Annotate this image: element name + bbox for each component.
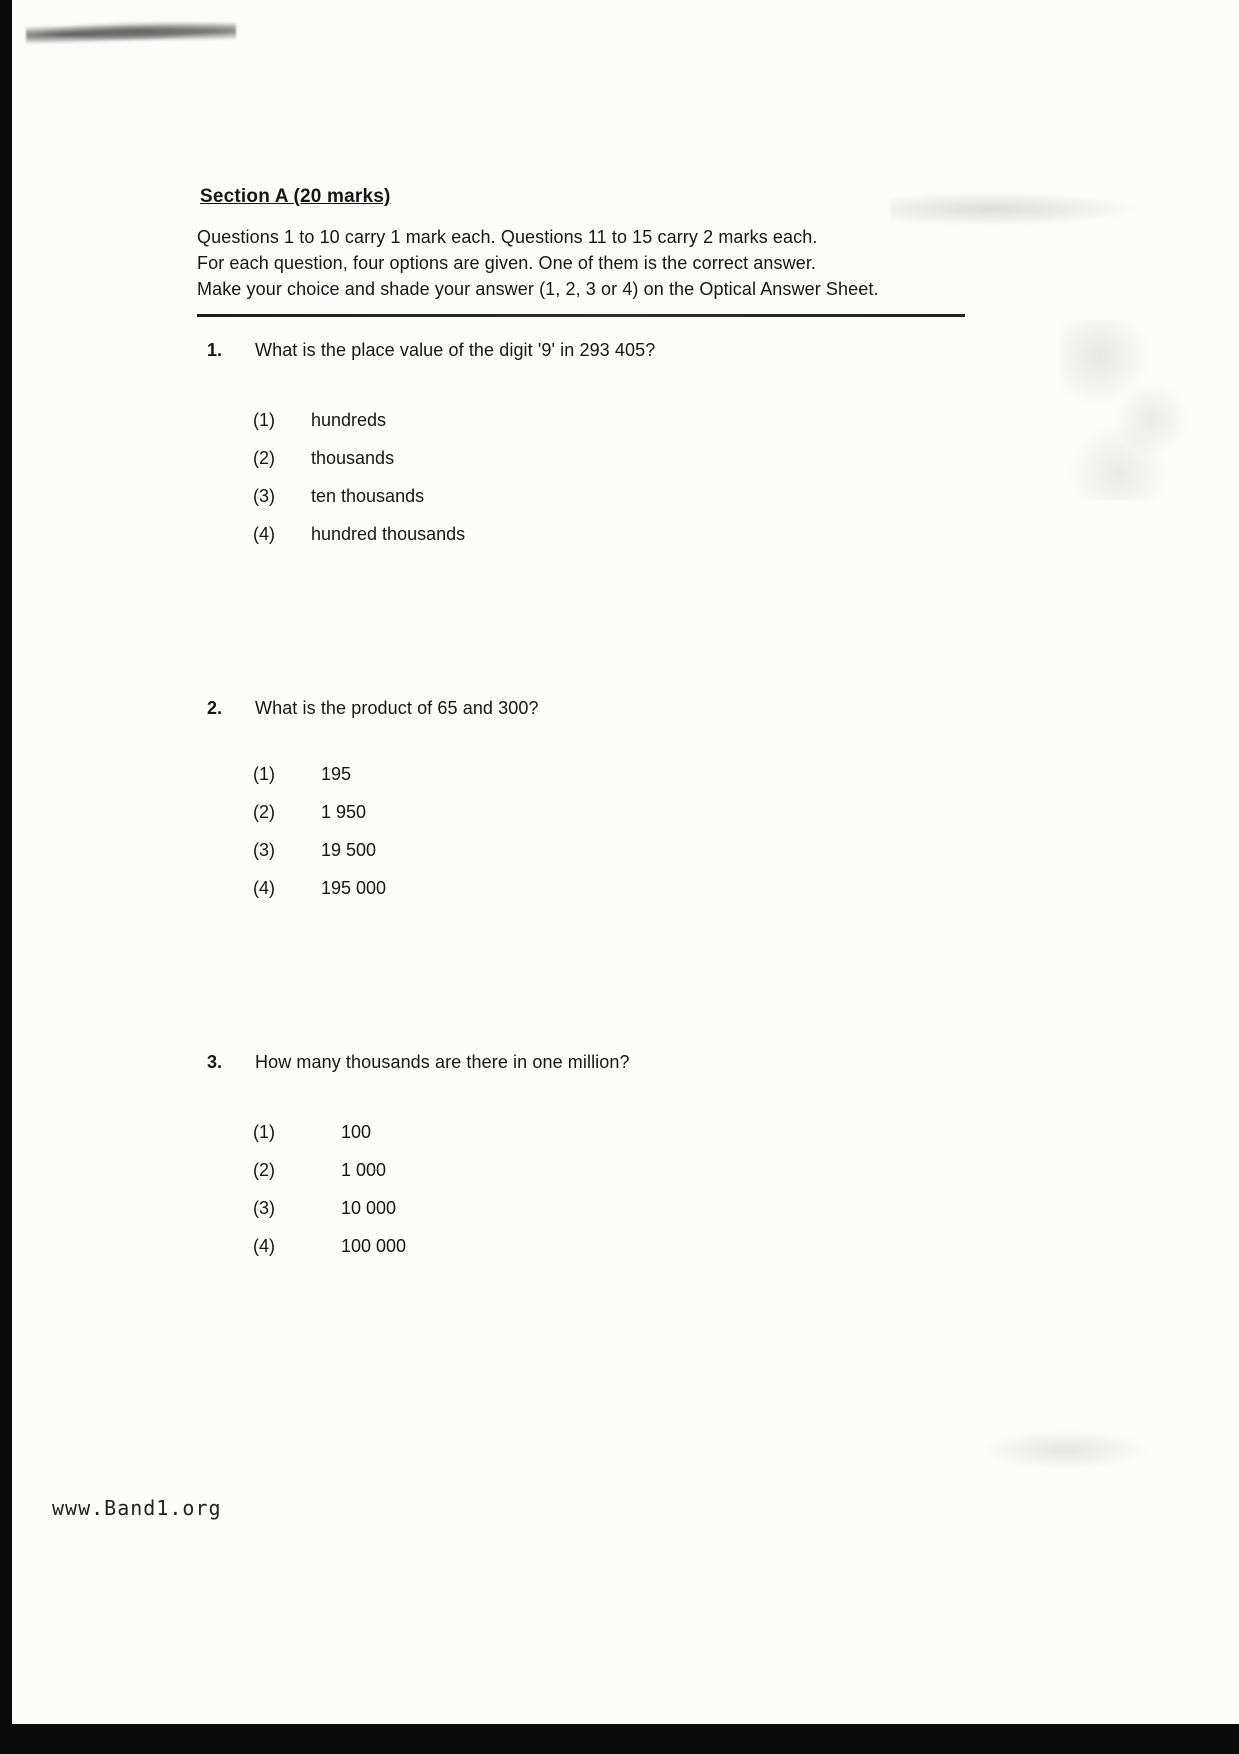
divider-rule [197,314,965,317]
question-text: How many thousands are there in one million? [255,1052,630,1072]
option-label: (4) [253,524,275,544]
option-label: (1) [253,1122,275,1142]
answer-option [253,802,386,823]
scan-noise [890,192,1140,226]
option-text: thousands [311,448,395,468]
instruction-line: For each question, four options are given. One of them is the correct answer. [197,253,817,274]
option-label: (2) [253,802,275,822]
option-label: (4) [253,1236,275,1256]
answer-option [253,1122,406,1143]
answer-option [253,486,465,507]
option-text: 195 000 [321,878,387,898]
option-label: (3) [253,486,275,506]
option-label: (3) [253,840,275,860]
watermark-url: www.Band1.org [52,1496,222,1520]
scan-edge-bar-left [0,0,12,1754]
question-3-options [253,1122,406,1274]
scan-smudge [26,20,236,44]
option-text: 10 000 [341,1198,397,1218]
section-heading: Section A (20 marks) [200,186,391,207]
question-2-options [253,764,386,916]
answer-option [253,448,465,469]
question-number: 1. [207,340,223,360]
scan-noise [1060,320,1190,500]
option-text: ten thousands [311,486,425,506]
section-instructions [197,224,987,302]
answer-option [253,524,465,545]
option-text: 1 000 [341,1160,387,1180]
answer-option [253,1160,406,1181]
answer-option [253,878,386,899]
question-2 [207,698,539,719]
scan-edge-bar-bottom [0,1724,1239,1754]
option-label: (2) [253,448,275,468]
question-1-options [253,410,465,562]
question-1 [207,340,655,361]
scan-noise [980,1430,1150,1470]
answer-option [253,1198,406,1219]
option-text: 1 950 [321,802,367,822]
option-text: 195 [321,764,352,784]
option-label: (3) [253,1198,275,1218]
option-label: (4) [253,878,275,898]
option-label: (1) [253,410,275,430]
instruction-line: Questions 1 to 10 carry 1 mark each. Questions 11 to 15 carry 2 marks each. [197,227,818,247]
answer-option [253,764,386,785]
option-text: hundred thousands [311,524,466,544]
option-text: 100 000 [341,1236,407,1256]
question-3 [207,1052,630,1073]
answer-option [253,840,386,861]
instruction-line: Make your choice and shade your answer (1, 2, 3 or 4) on the Optical Answer Sheet. [197,279,879,300]
answer-option [253,410,465,431]
option-text: 100 [341,1122,372,1142]
option-text: hundreds [311,410,387,430]
question-number: 3. [207,1052,223,1072]
question-text: What is the product of 65 and 300? [255,698,539,718]
answer-option [253,1236,406,1257]
option-label: (1) [253,764,275,784]
question-text: What is the place value of the digit '9' in 293 405? [255,340,656,360]
option-label: (2) [253,1160,275,1180]
option-text: 19 500 [321,840,377,860]
question-number: 2. [207,698,223,718]
